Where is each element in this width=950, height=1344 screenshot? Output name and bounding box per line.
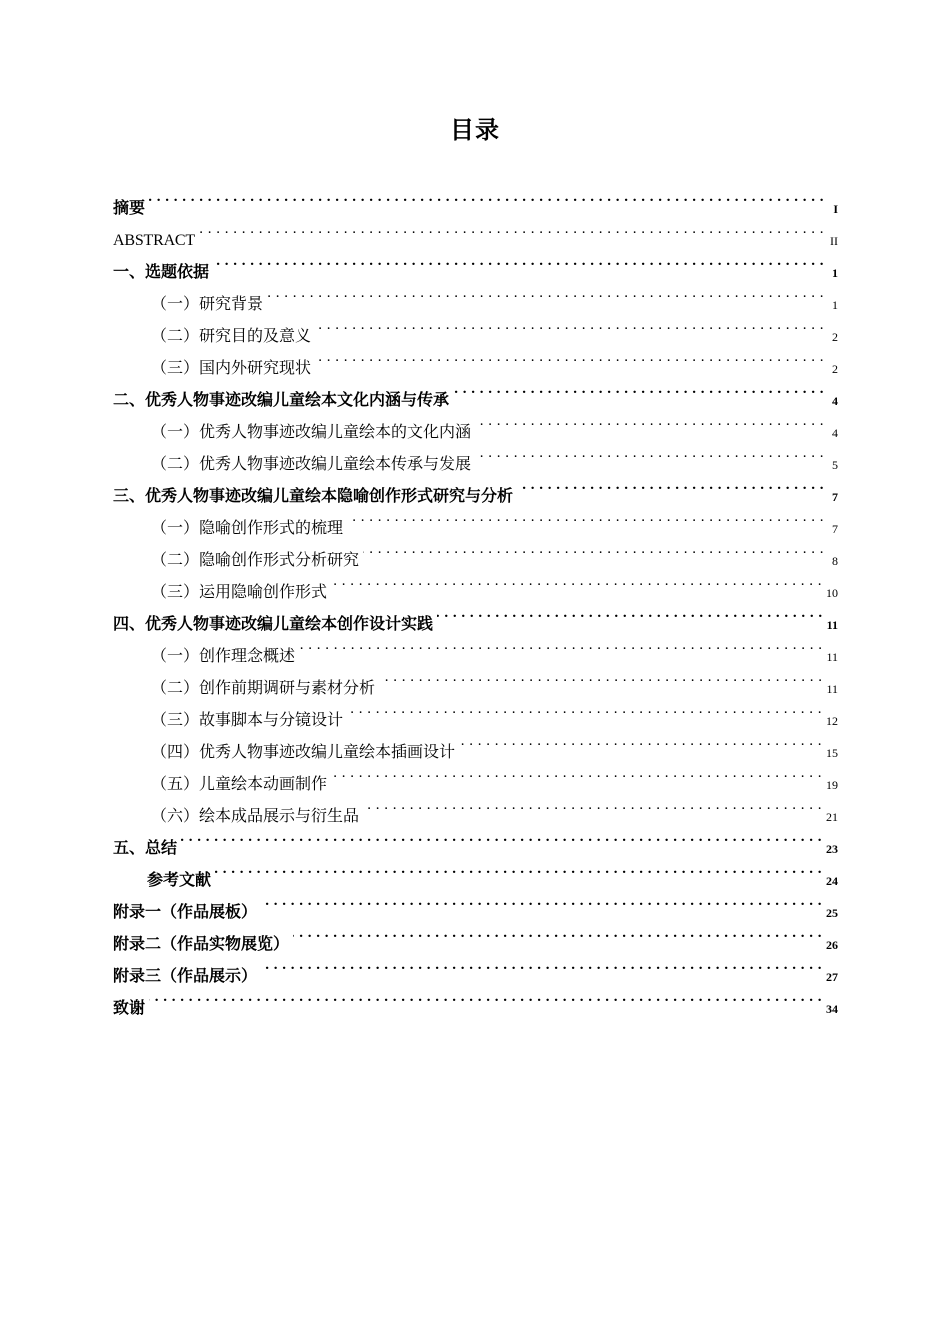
toc-entry-page-number: 11 <box>826 618 838 632</box>
toc-entry-page-number: 27 <box>826 970 838 984</box>
toc-entry-label: 附录三（作品展示） <box>113 966 258 985</box>
toc-entry-page-number: 34 <box>826 1002 838 1016</box>
toc-entry[interactable] <box>113 885 838 921</box>
toc-entry[interactable] <box>113 213 838 249</box>
toc-dot-leader <box>475 437 824 469</box>
toc-entry-label: （六）绘本成品展示与衍生品 <box>151 806 360 825</box>
toc-entry-label: （三）故事脚本与分镜设计 <box>151 710 344 729</box>
toc-entry-page-number: 15 <box>826 746 838 760</box>
toc-dot-leader <box>261 885 822 917</box>
toc-entry-label: （一）优秀人物事迹改编儿童绘本的文化内涵 <box>151 422 472 441</box>
toc-entry-page-number: 12 <box>826 714 838 728</box>
toc-entry-page-number: 1 <box>832 266 838 280</box>
toc-entry-label: （一）研究背景 <box>151 294 264 313</box>
toc-entry-label: （二）优秀人物事迹改编儿童绘本传承与发展 <box>151 454 472 473</box>
page-title: 目录 <box>450 116 500 144</box>
toc-entry-label: 附录一（作品展板） <box>113 902 258 921</box>
toc-dot-leader <box>475 405 824 437</box>
toc-dot-leader <box>293 917 822 949</box>
toc-dot-leader <box>347 501 824 533</box>
toc-entry-label: 三、优秀人物事迹改编儿童绘本隐喻创作形式研究与分析 <box>113 486 514 505</box>
toc-entry-page-number: 23 <box>826 842 838 856</box>
toc-entry-page-number: 10 <box>826 586 838 600</box>
toc-entry-label: （二）隐喻创作形式分析研究 <box>151 550 360 569</box>
toc-dot-leader <box>363 533 824 565</box>
toc-entry-page-number: 11 <box>826 650 838 664</box>
toc-entry-label: ABSTRACT <box>113 232 195 249</box>
toc-entry-page-number: 8 <box>832 554 838 568</box>
toc-dot-leader <box>437 597 823 629</box>
toc-entry-page-number: 21 <box>826 810 838 824</box>
toc-entry-label: 附录二（作品实物展览） <box>113 934 290 953</box>
toc-entry-page-number: 2 <box>832 330 838 344</box>
toc-entry-label: 五、总结 <box>113 838 178 857</box>
toc-entry-label: 摘要 <box>113 198 146 217</box>
toc-dot-leader <box>379 661 822 693</box>
toc-dot-leader <box>199 213 824 245</box>
toc-entry-page-number: I <box>833 202 838 216</box>
toc-dot-leader <box>299 629 822 661</box>
toc-entry-label: （二）研究目的及意义 <box>151 326 312 345</box>
toc-entry-label: 参考文献 <box>147 870 212 889</box>
toc-dot-leader <box>215 853 822 885</box>
toc-dot-leader <box>453 373 824 405</box>
toc-dot-leader <box>149 981 822 1013</box>
table-of-contents <box>113 181 838 1017</box>
toc-entry[interactable] <box>113 277 838 313</box>
toc-entry-label: 四、优秀人物事迹改编儿童绘本创作设计实践 <box>113 614 434 633</box>
toc-entry[interactable] <box>113 821 838 857</box>
toc-entry-page-number: 7 <box>832 522 838 536</box>
toc-dot-leader <box>331 565 822 597</box>
toc-entry-page-number: 24 <box>826 874 838 888</box>
toc-entry-page-number: 4 <box>832 394 838 408</box>
toc-dot-leader <box>261 949 822 981</box>
toc-entry-label: 致谢 <box>113 998 146 1017</box>
toc-entry-label: （四）优秀人物事迹改编儿童绘本插画设计 <box>151 742 456 761</box>
toc-entry-label: （三）国内外研究现状 <box>151 358 312 377</box>
toc-dot-leader <box>363 789 822 821</box>
toc-dot-leader <box>149 181 824 213</box>
toc-entry-page-number: 1 <box>832 298 838 312</box>
toc-entry[interactable] <box>113 181 838 217</box>
toc-entry-label: （一）创作理念概述 <box>151 646 296 665</box>
toc-entry-page-number: 7 <box>832 490 838 504</box>
toc-dot-leader <box>315 341 824 373</box>
toc-entry-page-number: 11 <box>826 682 838 696</box>
toc-dot-leader <box>331 757 822 789</box>
toc-entry-page-number: 19 <box>826 778 838 792</box>
toc-entry[interactable] <box>113 245 838 281</box>
toc-dot-leader <box>347 693 822 725</box>
toc-entry-page-number: 26 <box>826 938 838 952</box>
toc-entry[interactable] <box>113 853 838 889</box>
toc-entry-label: 一、选题依据 <box>113 262 210 281</box>
toc-dot-leader <box>517 469 824 501</box>
toc-entry-label: （五）儿童绘本动画制作 <box>151 774 328 793</box>
toc-dot-leader <box>213 245 824 277</box>
toc-dot-leader <box>459 725 822 757</box>
toc-dot-leader <box>181 821 822 853</box>
toc-entry-page-number: 25 <box>826 906 838 920</box>
toc-dot-leader <box>315 309 824 341</box>
toc-entry-label: （二）创作前期调研与素材分析 <box>151 678 376 697</box>
toc-dot-leader <box>267 277 824 309</box>
toc-entry-label: 二、优秀人物事迹改编儿童绘本文化内涵与传承 <box>113 390 450 409</box>
toc-entry-page-number: 5 <box>832 458 838 472</box>
toc-entry-page-number: 2 <box>832 362 838 376</box>
toc-entry-label: （三）运用隐喻创作形式 <box>151 582 328 601</box>
toc-entry[interactable] <box>113 981 838 1017</box>
toc-entry-page-number: 4 <box>832 426 838 440</box>
toc-entry-label: （一）隐喻创作形式的梳理 <box>151 518 344 537</box>
toc-entry-page-number: II <box>830 234 838 248</box>
